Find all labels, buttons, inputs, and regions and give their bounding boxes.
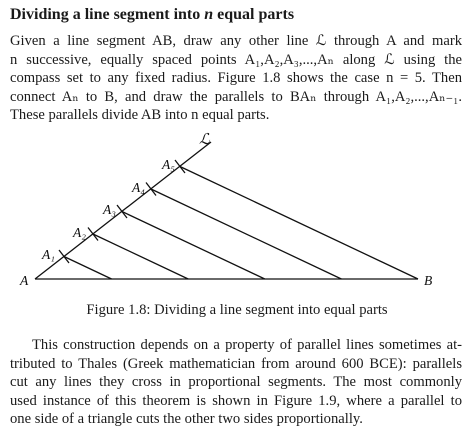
tick-a1: [59, 250, 69, 263]
parallel-a1: [64, 257, 112, 280]
figure-caption: Figure 1.8: Dividing a line segment into equal parts: [86, 302, 388, 318]
tick-a5: [175, 160, 185, 173]
label-a4: A₄: [132, 180, 145, 195]
label-a: A: [20, 273, 29, 288]
label-a2: A₂: [73, 225, 86, 240]
body-line: used instance of this theorem is shown in Figure 1.9, where a parallel to: [10, 392, 462, 409]
parallel-a3: [122, 212, 265, 280]
line-a5-b: [180, 167, 418, 280]
body-line: This construction depends on a property of parallel lines sometimes at-: [32, 337, 462, 353]
label-a5: A₅: [162, 157, 175, 172]
parallel-a4: [151, 189, 341, 279]
intro-line: Given a line segment AB, draw any other line ℒ through A and mark: [10, 33, 462, 49]
label-a3: A₃: [103, 202, 116, 217]
body-line: cut any lines they cross in proportional segments. The most commonly: [10, 374, 462, 391]
tick-a4: [146, 183, 156, 196]
label-a1: A₁: [42, 247, 55, 262]
line-l: [35, 142, 211, 279]
parallel-a2: [93, 234, 188, 279]
intro-paragraph: [10, 32, 462, 125]
intro-line: These parallels divide AB into n equal parts.: [10, 107, 270, 124]
intro-line: n successive, equally spaced points A₁,A₂,A₃,...,Aₙ along ℒ using the: [10, 51, 462, 68]
intro-line: connect Aₙ to B, and draw the parallels to BAₙ through A₁,A₂,...,Aₙ₋₁.: [10, 88, 462, 105]
tick-a3: [117, 205, 127, 218]
label-line-l: ℒ: [199, 132, 210, 148]
label-b: B: [424, 273, 433, 288]
intro-line: compass set to any fixed radius. Figure 1.8 shows the case n = 5. Then: [10, 70, 462, 87]
body-line: one side of a triangle cuts the other two sides proportionally.: [10, 411, 363, 428]
construction-figure: [0, 128, 474, 300]
tick-a2: [88, 228, 98, 241]
body-line: tributed to Thales (Greek mathematician from around 600 BCE): parallels: [10, 355, 462, 372]
body-paragraph: [10, 336, 462, 429]
section-title: Dividing a line segment into n equal parts: [10, 6, 295, 23]
